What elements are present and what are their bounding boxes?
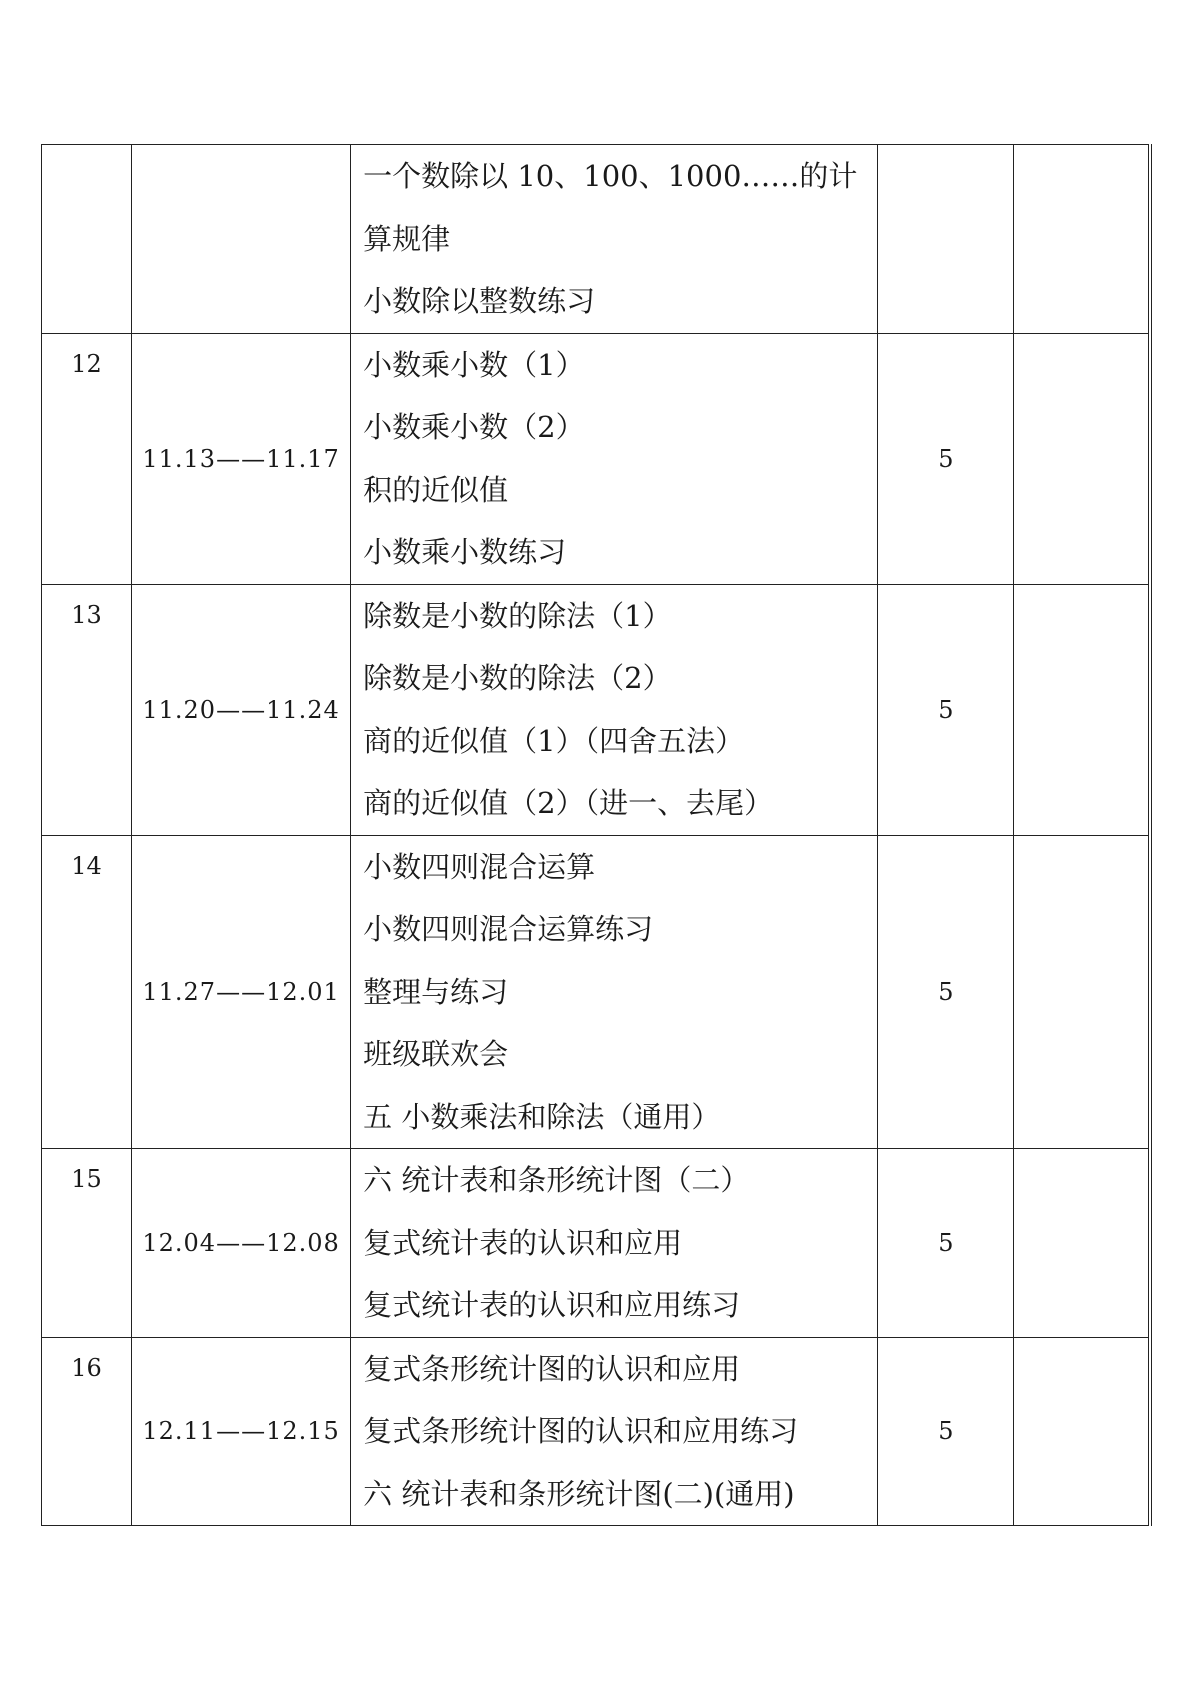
notes-cell <box>1014 1337 1150 1526</box>
table-row <box>42 835 1151 1149</box>
teaching-schedule-table <box>41 144 1152 1526</box>
notes-cell <box>1014 145 1150 334</box>
table-row <box>42 584 1151 835</box>
notes-cell <box>1014 333 1150 584</box>
lesson-line: 小数除以整数练习 <box>363 284 596 318</box>
table-row <box>42 1337 1151 1526</box>
table-row <box>42 145 1151 334</box>
lesson-line: 商的近似值（1）（四舍五法） <box>363 723 745 758</box>
table-row <box>42 333 1151 584</box>
lesson-line: 复式条形统计图的认识和应用练习 <box>363 1414 799 1448</box>
lesson-line: 六 统计表和条形统计图（二） <box>363 1163 750 1197</box>
hours-cell: 5 <box>878 835 1014 1149</box>
lesson-line: 复式条形统计图的认识和应用 <box>363 1351 741 1386</box>
lesson-line: 小数四则混合运算 <box>363 849 596 884</box>
lesson-line: 除数是小数的除法（2） <box>363 661 672 695</box>
lesson-content-cell <box>351 835 878 1149</box>
lesson-line: 小数四则混合运算练习 <box>363 912 654 946</box>
table-row <box>42 1149 1151 1338</box>
lesson-content-cell <box>351 1149 878 1338</box>
lesson-line: 算规律 <box>363 221 451 256</box>
lesson-content-cell <box>351 333 878 584</box>
lesson-line: 小数乘小数（2） <box>363 410 585 444</box>
lesson-line: 复式统计表的认识和应用练习 <box>363 1288 741 1322</box>
notes-cell <box>1014 1149 1150 1338</box>
lesson-line: 小数乘小数（1） <box>363 347 585 382</box>
date-range-cell: 12.04——12.08 <box>132 1149 351 1338</box>
lesson-line: 小数乘小数练习 <box>363 535 567 569</box>
lesson-line: 复式统计表的认识和应用 <box>363 1225 683 1260</box>
date-range-cell: 11.27——12.01 <box>132 835 351 1149</box>
schedule-body <box>42 145 1151 1526</box>
date-range-cell: 11.13——11.17 <box>132 333 351 584</box>
hours-cell: 5 <box>878 333 1014 584</box>
date-range-cell <box>132 145 351 334</box>
lesson-content-cell <box>351 145 878 334</box>
week-cell: 13 <box>42 584 132 835</box>
hours-cell: 5 <box>878 584 1014 835</box>
week-cell: 12 <box>42 333 132 584</box>
week-cell <box>42 145 132 334</box>
lesson-line: 一个数除以 10、100、1000……的计 <box>363 159 858 193</box>
lesson-line: 六 统计表和条形统计图(二)(通用) <box>363 1476 795 1511</box>
lesson-content-cell <box>351 584 878 835</box>
lesson-line: 班级联欢会 <box>363 1037 509 1071</box>
date-range-cell: 11.20——11.24 <box>132 584 351 835</box>
lesson-content-cell <box>351 1337 878 1526</box>
lesson-line: 整理与练习 <box>363 974 509 1009</box>
week-cell: 14 <box>42 835 132 1149</box>
date-range-cell: 12.11——12.15 <box>132 1337 351 1526</box>
lesson-line: 五 小数乘法和除法（通用） <box>363 1099 721 1134</box>
week-cell: 16 <box>42 1337 132 1526</box>
hours-cell <box>878 145 1014 334</box>
hours-cell: 5 <box>878 1149 1014 1338</box>
hours-cell: 5 <box>878 1337 1014 1526</box>
lesson-line: 商的近似值（2）（进一、去尾） <box>363 786 774 820</box>
notes-cell <box>1014 835 1150 1149</box>
notes-cell <box>1014 584 1150 835</box>
week-cell: 15 <box>42 1149 132 1338</box>
lesson-line: 除数是小数的除法（1） <box>363 598 672 633</box>
lesson-line: 积的近似值 <box>363 472 509 507</box>
